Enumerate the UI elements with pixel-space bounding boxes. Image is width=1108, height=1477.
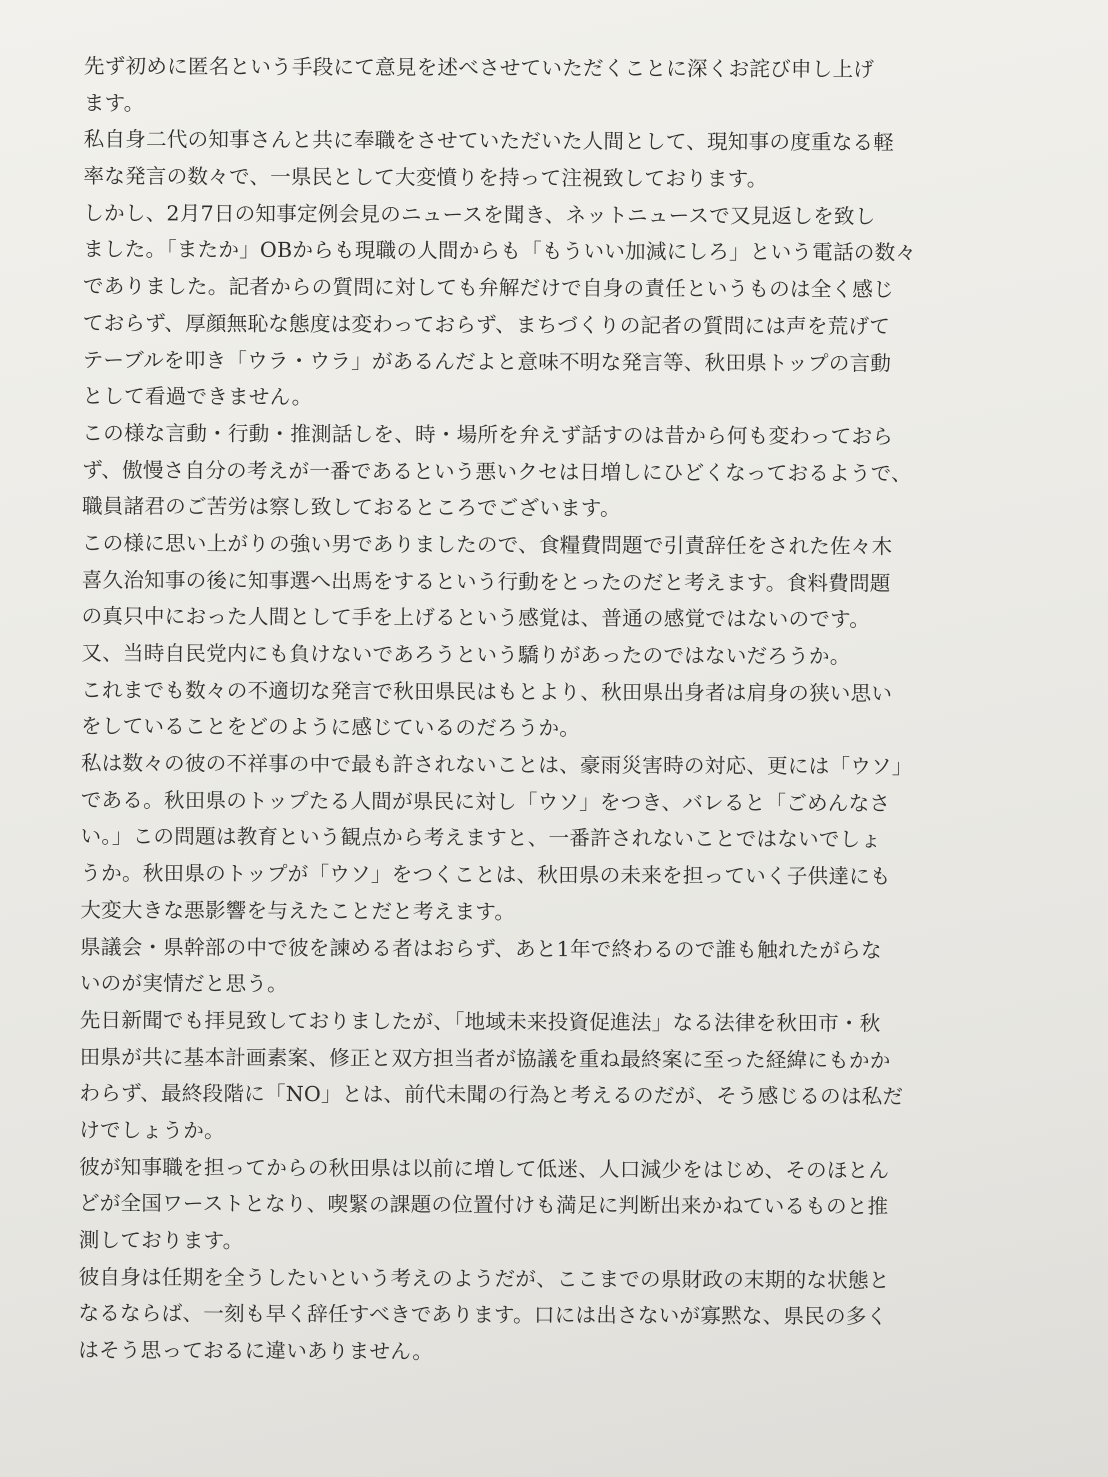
text-line: い。」この問題は教育という観点から考えますと、一番許されないことではないでしょ — [80, 824, 882, 852]
text-line: わらず、最終段階に「NO」とは、前代未聞の行為と考えるのだが、そう感じるのは私だ — [79, 1081, 904, 1109]
text-line: しかし、2月7日の知事定例会見のニュースを聞き、ネットニュースで又見返しを致し — [83, 200, 876, 229]
text-line: この様に思い上がりの強い男でありましたので、食糧費問題で引責辞任をされた佐々木 — [81, 530, 893, 559]
text-line: 県議会・県幹部の中で彼を諫める者はおらず、あと1年で終わるので誰も触れたがらな — [80, 934, 882, 962]
letter-body — [78, 48, 984, 1373]
text-line: 私自身二代の知事さんと共に奉職をさせていただいた人間として、現知事の度重なる軽 — [83, 127, 895, 155]
text-line: うか。秋田県のトップが「ウソ」をつくことは、秋田県の未来を担っていく子供達にも — [80, 861, 891, 889]
text-line: 職員諸君のご苦労は察し致しておるところでございます。 — [81, 494, 621, 521]
text-line: 先ず初めに匿名という手段にて意見を述べさせていただくことに深くお詫び申し上げ — [83, 53, 875, 82]
text-line: 田県が共に基本計画素案、修正と双方担当者が協議を重ね最終案に至った経緯にもかか — [79, 1044, 891, 1073]
text-line: 私は数々の彼の不祥事の中で最も許されないことは、豪雨災害時の対応、更には「ウソ」 — [80, 751, 913, 779]
text-line: 彼が知事職を担ってからの秋田県は以前に増して低迷、人口減少をはじめ、そのほとん — [79, 1154, 890, 1183]
text-line: をしていることをどのように感じているのだろうか。 — [80, 714, 581, 741]
text-line: 先日新聞でも拝見致しておりましたが、「地域未来投資促進法」なる法律を秋田市・秋 — [79, 1007, 881, 1036]
text-line: として看過できません。 — [82, 384, 313, 410]
text-line: 大変大きな悪影響を与えたことだと考えます。 — [80, 897, 516, 924]
text-line: けでしょうか。 — [79, 1117, 225, 1143]
text-line: これまでも数々の不適切な発言で秋田県民はもとより、秋田県出身者は肩身の狭い思い — [81, 677, 893, 706]
text-line: どが全国ワーストとなり、喫緊の課題の位置付けも満足に判断出来かねているものと推 — [78, 1191, 889, 1219]
text-line: なるならば、一刻も早く辞任すべきであります。口には出さないが寡黙な、県民の多く — [78, 1301, 888, 1329]
text-line: 又、当時自民党内にも負けないであろうという驕りがあったのではないだろうか。 — [81, 640, 851, 669]
text-line: 喜久治知事の後に知事選へ出馬をするという行動をとったのだと考えます。食料費問題 — [81, 567, 891, 596]
text-line: ておらず、厚顔無恥な態度は変わっておらず、まちづくりの記者の質問には声を荒げて — [82, 310, 891, 339]
text-line: でありました。記者からの質問に対しても弁解だけで自身の責任というものは全く感じ — [82, 274, 894, 302]
text-line: の真只中におった人間として手を上げるという感覚は、普通の感覚ではないのです。 — [81, 604, 871, 632]
text-line: 彼自身は任期を全うしたいという考えのようだが、ここまでの県財政の末期的な状態と — [78, 1264, 890, 1293]
text-line: ず、傲慢さ自分の考えが一番であるという悪いクセは日増しにひどくなっておるようで、 — [82, 457, 912, 486]
text-line: 率な発言の数々で、一県民として大変憤りを持って注視致しております。 — [83, 164, 768, 192]
text-line: ました。「またか」OBからも現職の人間からも「もういい加減にしろ」という電話の数々 — [83, 237, 917, 266]
text-line: いのが実情だと思う。 — [79, 971, 288, 997]
text-line: ます。 — [83, 90, 145, 115]
text-line: はそう思っておるに違いありません。 — [78, 1338, 434, 1364]
text-line: この様な言動・行動・推測話しを、時・場所を弁えず話すのは昔から何も変わっておら — [82, 420, 894, 449]
text-line: である。秋田県のトップたる人間が県民に対し「ウソ」をつき、バレると「ごめんなさ — [80, 787, 891, 816]
text-line: 測しております。 — [78, 1227, 244, 1253]
text-line: テーブルを叩き「ウラ・ウラ」があるんだよと意味不明な発言等、秋田県トップの言動 — [82, 347, 892, 376]
